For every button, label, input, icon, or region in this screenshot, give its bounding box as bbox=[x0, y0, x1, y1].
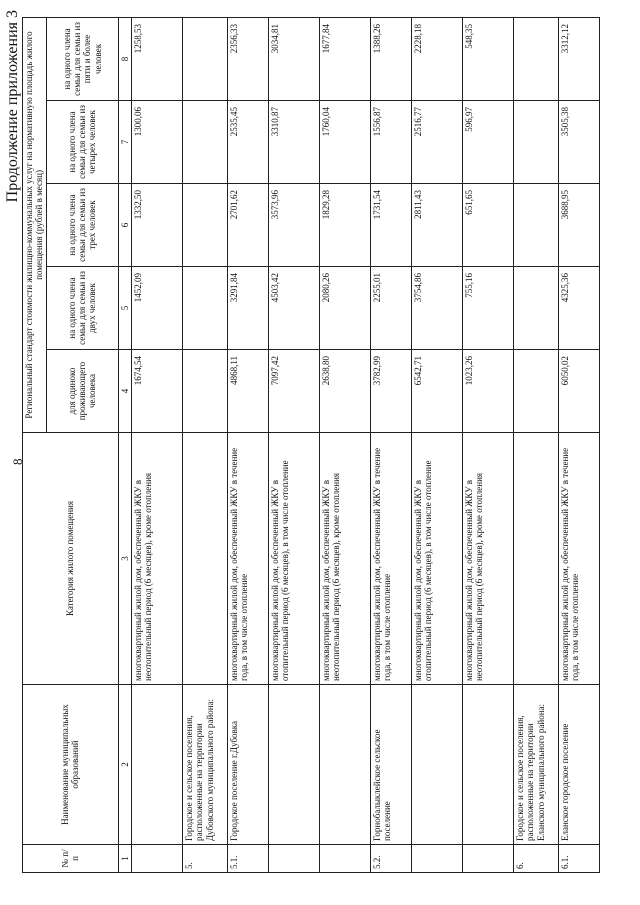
cost-value bbox=[183, 267, 228, 350]
row-number bbox=[412, 845, 463, 873]
cost-value: 2638,80 bbox=[320, 350, 371, 433]
cost-value: 1556,87 bbox=[371, 101, 412, 184]
cost-value: 3034,81 bbox=[269, 17, 320, 100]
municipality-name bbox=[320, 685, 371, 845]
cost-value: 2080,26 bbox=[320, 267, 371, 350]
header-sub-4: на одного члена семьи для семьи из четырех человек bbox=[46, 101, 118, 184]
cost-value: 548,35 bbox=[463, 17, 514, 100]
col-number: 6 bbox=[118, 184, 131, 267]
column-numbers-row bbox=[118, 17, 131, 872]
cost-value bbox=[514, 17, 559, 100]
cost-value: 3312,12 bbox=[559, 17, 600, 100]
cost-value: 651,65 bbox=[463, 184, 514, 267]
cost-value: 3310,87 bbox=[269, 101, 320, 184]
header-name: Наименование муниципальных образований bbox=[23, 685, 119, 845]
header-standard: Региональный стандарт стоимости жилищно-коммунальных услуг на нормативную площадь жилого помещения (рублей в месяц) bbox=[23, 17, 47, 432]
cost-value: 1677,84 bbox=[320, 17, 371, 100]
col-number: 7 bbox=[118, 101, 131, 184]
cost-value: 1332,50 bbox=[132, 184, 183, 267]
housing-category: многоквартирный жилой дом, обеспеченный ЖКУ в течение года, в том числе отопление bbox=[371, 433, 412, 685]
cost-value: 6542,71 bbox=[412, 350, 463, 433]
cost-value: 1258,53 bbox=[132, 17, 183, 100]
table-row bbox=[320, 17, 371, 872]
municipality-name bbox=[412, 685, 463, 845]
table-row bbox=[132, 17, 183, 872]
row-number: 5.1. bbox=[228, 845, 269, 873]
row-number: 5. bbox=[183, 845, 228, 873]
header-sub-5: на одного члена семьи для семьи из пяти и более человек bbox=[46, 17, 118, 100]
cost-value bbox=[514, 184, 559, 267]
cost-value: 2701,62 bbox=[228, 184, 269, 267]
continuation-title: Продолжение приложения 3 bbox=[4, 10, 21, 203]
cost-value: 2535,45 bbox=[228, 101, 269, 184]
cost-value: 3754,86 bbox=[412, 267, 463, 350]
cost-value: 755,16 bbox=[463, 267, 514, 350]
cost-value bbox=[514, 350, 559, 433]
cost-value bbox=[183, 350, 228, 433]
row-number bbox=[269, 845, 320, 873]
cost-value: 1023,26 bbox=[463, 350, 514, 433]
row-number bbox=[320, 845, 371, 873]
cost-value: 4325,36 bbox=[559, 267, 600, 350]
table-row bbox=[463, 17, 514, 872]
col-number: 8 bbox=[118, 17, 131, 100]
col-number: 5 bbox=[118, 267, 131, 350]
housing-category: многоквартирный жилой дом, обеспеченный ЖКУ в неотопительный период (6 месяцев), кроме отопления bbox=[463, 433, 514, 685]
table-row bbox=[559, 17, 600, 872]
table-row bbox=[412, 17, 463, 872]
housing-category: многоквартирный жилой дом, обеспеченный ЖКУ в неотопительный период (6 месяцев), кроме отопления bbox=[132, 433, 183, 685]
table-row bbox=[371, 17, 412, 872]
housing-category: многоквартирный жилой дом, обеспеченный ЖКУ в отопительный период (6 месяцев), в том числе отопление bbox=[269, 433, 320, 685]
cost-value bbox=[183, 184, 228, 267]
row-number bbox=[132, 845, 183, 873]
municipality-name: Еланское городское поселение bbox=[559, 685, 600, 845]
cost-value: 3688,95 bbox=[559, 184, 600, 267]
cost-value: 1452,09 bbox=[132, 267, 183, 350]
housing-category: многоквартирный жилой дом, обеспеченный ЖКУ в течение года, в том числе отопление bbox=[559, 433, 600, 685]
municipality-name: Городское и сельское поселения, расположенные на территории Еланского муниципального района: bbox=[514, 685, 559, 845]
header-no: № п/п bbox=[23, 845, 119, 873]
housing-category: многоквартирный жилой дом, обеспеченный ЖКУ в отопительный период (6 месяцев), в том числе отопление bbox=[412, 433, 463, 685]
cost-value: 596,97 bbox=[463, 101, 514, 184]
municipality-name bbox=[463, 685, 514, 845]
header-sub-1: для одиноко проживающего человека bbox=[46, 350, 118, 433]
cost-value: 1300,06 bbox=[132, 101, 183, 184]
header-sub-2: на одного члена семьи для семьи из двух человек bbox=[46, 267, 118, 350]
page-number: 8 bbox=[10, 458, 25, 465]
col-number: 3 bbox=[118, 433, 131, 685]
municipality-name bbox=[269, 685, 320, 845]
municipality-name: Городское и сельское поселения, расположенные на территории Дубовского муниципального района: bbox=[183, 685, 228, 845]
cost-value: 4868,11 bbox=[228, 350, 269, 433]
cost-value: 2811,43 bbox=[412, 184, 463, 267]
cost-value bbox=[514, 267, 559, 350]
row-number: 6. bbox=[514, 845, 559, 873]
cost-value: 1674,54 bbox=[132, 350, 183, 433]
row-number bbox=[463, 845, 514, 873]
cost-value: 6050,02 bbox=[559, 350, 600, 433]
cost-value: 2356,33 bbox=[228, 17, 269, 100]
cost-value: 3782,99 bbox=[371, 350, 412, 433]
housing-category: многоквартирный жилой дом, обеспеченный ЖКУ в неотопительный период (6 месяцев), кроме отопления bbox=[320, 433, 371, 685]
housing-category bbox=[183, 433, 228, 685]
cost-value: 2255,01 bbox=[371, 267, 412, 350]
cost-value: 3505,38 bbox=[559, 101, 600, 184]
cost-value bbox=[183, 17, 228, 100]
header-sub-3: на одного члена семьи для семьи из трех человек bbox=[46, 184, 118, 267]
header-category: Категория жилого помещения bbox=[23, 433, 119, 685]
cost-value: 2228,18 bbox=[412, 17, 463, 100]
table-row bbox=[228, 17, 269, 872]
municipality-name: Горнобалыклейское сельское поселение bbox=[371, 685, 412, 845]
table-row bbox=[269, 17, 320, 872]
cost-value: 1760,04 bbox=[320, 101, 371, 184]
cost-value: 1388,26 bbox=[371, 17, 412, 100]
municipality-name: Городское поселение г.Дубовка bbox=[228, 685, 269, 845]
housing-standard-table bbox=[22, 17, 600, 873]
table-body bbox=[118, 17, 599, 872]
municipality-name bbox=[132, 685, 183, 845]
table-row bbox=[514, 17, 559, 872]
cost-value: 4503,42 bbox=[269, 267, 320, 350]
housing-category bbox=[514, 433, 559, 685]
row-number: 5.2. bbox=[371, 845, 412, 873]
cost-value: 2516,77 bbox=[412, 101, 463, 184]
cost-value: 7097,42 bbox=[269, 350, 320, 433]
col-number: 1 bbox=[118, 845, 131, 873]
cost-value: 1829,28 bbox=[320, 184, 371, 267]
cost-value bbox=[514, 101, 559, 184]
cost-value: 1731,54 bbox=[371, 184, 412, 267]
row-number: 6.1. bbox=[559, 845, 600, 873]
col-number: 4 bbox=[118, 350, 131, 433]
cost-value: 3291,84 bbox=[228, 267, 269, 350]
cost-value: 3573,96 bbox=[269, 184, 320, 267]
housing-category: многоквартирный жилой дом, обеспеченный ЖКУ в течение года, в том числе отопление bbox=[228, 433, 269, 685]
table-row bbox=[183, 17, 228, 872]
cost-value bbox=[183, 101, 228, 184]
col-number: 2 bbox=[118, 685, 131, 845]
